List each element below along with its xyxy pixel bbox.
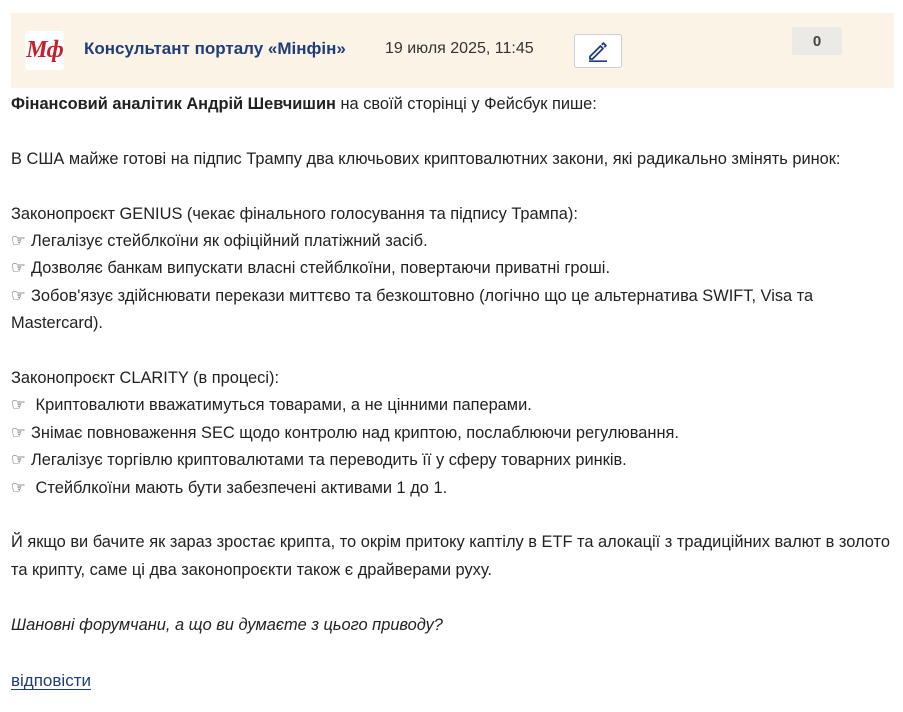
- pointer-hand-icon: ☞: [11, 259, 26, 278]
- closing-paragraph: Й якщо ви бачите як зараз зростає крипта, то окрім притоку каптілу в ETF та алокації з традиційних валют в золото та крипту, саме ці два законопроєкти також є драйверами руху.: [11, 533, 890, 579]
- clarity-item-text: Легалізує торгівлю криптовалютами та переводить її у сферу товарних ринків.: [31, 451, 627, 470]
- pointer-hand-icon: ☞: [11, 286, 26, 305]
- pointer-hand-icon: ☞: [11, 478, 26, 497]
- genius-title: Законопроєкт GENIUS (чекає фінального голосування та підпису Трампа):: [11, 204, 578, 223]
- genius-item-1: [11, 228, 891, 255]
- pointer-hand-icon: ☞: [11, 396, 26, 415]
- minfin-logo[interactable]: Мф: [25, 31, 64, 70]
- genius-item-2: [11, 255, 891, 282]
- genius-item-text: Зобов'язує здійснювати перекази миттєво та безкоштовно (логічно що це альтернатива SWIFT, Visa та Mastercard).: [11, 286, 814, 333]
- clarity-item-text: Стейблкоїни мають бути забезпечені активами 1 до 1.: [31, 478, 448, 497]
- pencil-icon: [586, 39, 610, 63]
- clarity-item-text: Криптовалюти вважатимуться товарами, а не цінними паперами.: [31, 396, 532, 415]
- intro-text: на своїй сторінці у Фейсбук пише:: [335, 95, 597, 113]
- post-body: [11, 91, 891, 639]
- post-header: [11, 13, 894, 88]
- pointer-hand-icon: ☞: [11, 423, 26, 442]
- genius-item-text: Легалізує стейблкоїни як офіційний платіжний засіб.: [31, 232, 428, 250]
- pointer-hand-icon: ☞: [11, 451, 26, 470]
- paragraph-laws: В США майже готові на підпис Трампу два ключьових криптовалютних закони, які радикально змінять ринок:: [11, 149, 841, 168]
- forum-question: Шановні форумчани, а що ви думаєте з цього приводу?: [11, 615, 443, 634]
- clarity-item-2: [11, 420, 891, 447]
- pointer-hand-icon: ☞: [11, 232, 26, 250]
- genius-item-text: Дозволяє банкам випускати власні стейблкоїни, повертаючи приватні гроші.: [31, 259, 611, 278]
- reply-link[interactable]: відповісти: [11, 671, 91, 690]
- author-link[interactable]: Консультант порталу «Мінфін»: [84, 39, 346, 58]
- clarity-item-text: Знімає повноваження SEC щодо контролю над криптою, послаблюючи регулювання.: [31, 423, 679, 442]
- analyst-name: Фінансовий аналітик Андрій Шевчишин: [11, 95, 336, 113]
- intro-paragraph: [11, 91, 891, 118]
- edit-button[interactable]: [574, 34, 622, 68]
- clarity-item-4: [11, 475, 891, 502]
- post-date: 19 июля 2025, 11:45: [385, 40, 534, 57]
- clarity-item-3: [11, 447, 891, 474]
- clarity-title: Законопроєкт CLARITY (в процесі):: [11, 369, 280, 388]
- reaction-count-badge[interactable]: 0: [792, 27, 842, 55]
- genius-item-3: [11, 283, 891, 338]
- clarity-item-1: [11, 392, 891, 419]
